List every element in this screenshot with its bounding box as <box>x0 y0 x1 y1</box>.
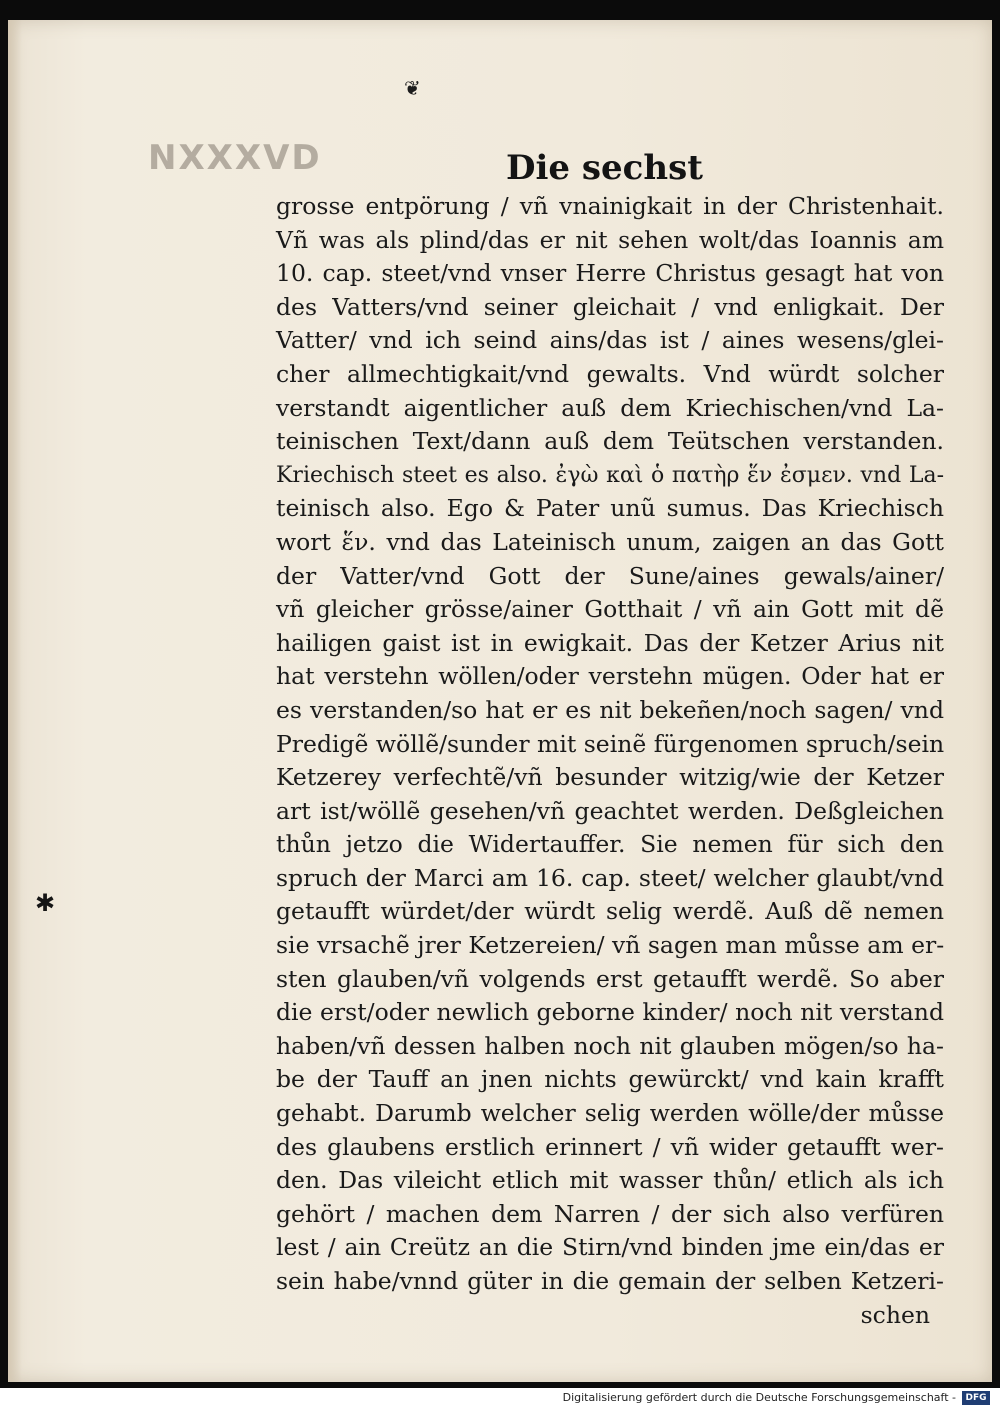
book-page <box>8 20 992 1382</box>
text-line: es verstanden/so hat er es nit bekeñen/noch sagen/ vnd <box>276 695 944 724</box>
text-line: lest / ain Creütz an die Stirn/vnd binden jme ein/das er <box>276 1233 944 1262</box>
footer-bar <box>0 1388 1000 1410</box>
text-line: die erst/oder newlich geborne kinder/ noch nit verstand <box>276 998 944 1027</box>
text-line: vñ gleicher grösse/ainer Gotthait / vñ ain Gott mit dẽ <box>276 595 944 624</box>
text-line: Kriechisch steet es also. ἐγὼ καὶ ὁ πατὴρ ἕν ἐσμεν. vnd La- <box>276 462 944 488</box>
text-line: Vñ was als plind/das er nit sehen wolt/das Ioannis am <box>276 225 944 254</box>
text-line: wort ἕν. vnd das Lateinisch unum, zaigen an das Gott <box>276 527 944 556</box>
body-text-block <box>276 190 944 1332</box>
text-line: hat verstehn wöllen/oder verstehn mügen. Oder hat er <box>276 662 944 691</box>
text-line: sein habe/vnnd güter in die gemain der selben Ketzeri- <box>276 1267 944 1295</box>
text-line: Vatter/ vnd ich seind ains/das ist / aines wesens/glei- <box>276 326 944 355</box>
text-line: des Vatters/vnd seiner gleichait / vnd enligkait. Der <box>276 292 944 321</box>
text-line: hailigen gaist ist in ewigkait. Das der Ketzer Arius nit <box>276 628 944 657</box>
text-line: Predigẽ wöllẽ/sunder mit seinẽ fürgenomen spruch/sein <box>276 729 945 758</box>
text-line: der Vatter/vnd Gott der Sune/aines gewals/ainer/ <box>276 561 944 590</box>
text-line: teinischen Text/dann auß dem Teütschen verstanden. <box>276 427 944 456</box>
text-line: den. Das vileicht etlich mit wasser thůn/ etlich als ich <box>276 1166 944 1195</box>
dfg-logo-icon: DFG <box>962 1391 990 1405</box>
page-header: Die sechst <box>506 148 703 188</box>
bleed-through-marks: NXXXVD <box>148 138 322 178</box>
text-line: gehabt. Darumb welcher selig werden wölle/der můsse <box>276 1099 944 1128</box>
text-line: teinisch also. Ego & Pater unũ sumus. Das Kriechisch <box>276 494 944 523</box>
text-line: sten glauben/vñ volgends erst getaufft werdẽ. So aber <box>276 964 944 993</box>
text-line: thůn jetzo die Widertauffer. Sie nemen für sich den <box>276 830 944 859</box>
printer-ornament: ❦ <box>404 76 421 100</box>
text-line: haben/vñ dessen halben noch nit glauben mögen/so ha- <box>276 1031 944 1060</box>
text-line: getaufft würdet/der würdt selig werdẽ. Auß dẽ nemen <box>276 897 944 926</box>
page-gutter-shadow <box>8 20 22 1382</box>
text-line: gehört / machen dem Narren / der sich also verfüren <box>276 1199 944 1228</box>
text-line: grosse entpörung / vñ vnainigkait in der Christenhait. <box>276 192 944 220</box>
text-line: 10. cap. steet/vnd vnser Herre Christus gesagt hat von <box>276 259 944 288</box>
text-line: Ketzerey verfechtẽ/vñ besunder witzig/wie der Ketzer <box>276 763 944 792</box>
funding-notice: Digitalisierung gefördert durch die Deutsche Forschungsgemeinschaft - <box>562 1391 956 1404</box>
text-line: sie vrsachẽ jrer Ketzereien/ vñ sagen man můsse am er- <box>276 931 945 960</box>
text-line: be der Tauff an jnen nichts gewürckt/ vnd kain krafft <box>276 1065 944 1094</box>
ink-blot-icon: ✱ <box>34 889 56 917</box>
text-line: schen <box>860 1300 930 1329</box>
text-line: des glaubens erstlich erinnert / vñ wider getaufft wer- <box>276 1132 944 1161</box>
text-line: spruch der Marci am 16. cap. steet/ welcher glaubt/vnd <box>276 863 944 892</box>
text-line: verstandt aigentlicher auß dem Kriechischen/vnd La- <box>276 393 944 422</box>
text-line: art ist/wöllẽ gesehen/vñ geachtet werden. Deßgleichen <box>276 796 944 825</box>
text-line: cher allmechtigkait/vnd gewalts. Vnd würdt solcher <box>276 359 944 388</box>
